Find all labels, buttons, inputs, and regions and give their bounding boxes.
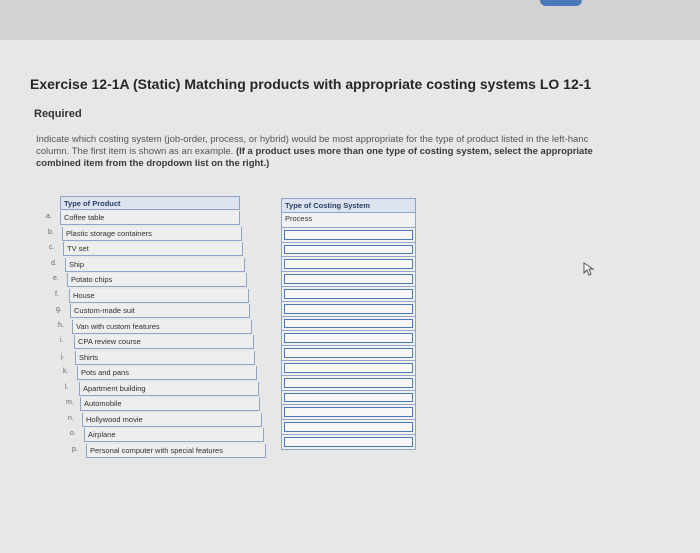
costing-value: Process — [285, 214, 313, 223]
product-name: Personal computer with special features — [86, 444, 266, 458]
costing-dropdown-box[interactable] — [284, 274, 413, 284]
product-name: CPA review course — [74, 335, 254, 349]
costing-dropdown-box[interactable] — [284, 259, 413, 269]
costing-dropdown[interactable] — [281, 376, 416, 391]
product-name: Coffee table — [60, 211, 240, 225]
costing-dropdown[interactable] — [281, 391, 416, 406]
row-letter: d. — [51, 259, 57, 267]
instruction-line-3: combined item from the dropdown list on the right.) — [36, 158, 270, 169]
product-name: Ship — [65, 258, 245, 272]
costing-dropdown[interactable] — [281, 435, 416, 450]
costing-dropdown-box[interactable] — [284, 319, 413, 329]
product-name: Airplane — [84, 428, 264, 442]
row-letter: m. — [66, 399, 74, 406]
costing-dropdown[interactable] — [281, 287, 416, 302]
costing-dropdown-box[interactable] — [284, 348, 413, 358]
costing-dropdown-box[interactable] — [284, 437, 413, 447]
costing-dropdown[interactable] — [281, 257, 416, 272]
row-letter: g. — [56, 306, 62, 313]
costing-dropdown[interactable] — [281, 228, 416, 243]
costing-dropdown[interactable] — [281, 331, 416, 346]
row-letter: n. — [68, 414, 74, 422]
row-letter: j. — [61, 352, 65, 360]
product-name: Shirts — [75, 351, 255, 365]
costing-dropdown[interactable] — [281, 243, 416, 258]
costing-dropdown[interactable] — [281, 420, 416, 435]
costing-dropdown-box[interactable] — [284, 422, 413, 432]
row-letter: e. — [53, 275, 59, 282]
costing-dropdown-box[interactable] — [284, 304, 413, 314]
row-letter: b. — [48, 228, 54, 236]
mouse-cursor-icon — [583, 262, 595, 276]
row-letter: f. — [55, 290, 59, 298]
costing-dropdown[interactable] — [281, 302, 416, 317]
product-header: Type of Product — [60, 196, 240, 210]
product-name: Apartment building — [79, 382, 259, 396]
instruction-line-2 — [36, 146, 700, 158]
costing-dropdown[interactable] — [281, 346, 416, 361]
costing-dropdown[interactable] — [281, 361, 416, 376]
costing-header: Type of Costing System — [281, 198, 416, 213]
product-name: Potato chips — [67, 273, 247, 287]
row-letter: a. — [46, 213, 52, 220]
costing-dropdown-box[interactable] — [284, 245, 413, 255]
instruction-line-1: Indicate which costing system (job-order, process, or hybrid) would be most appropriate for the type of product listed in the left-hanc — [36, 134, 589, 145]
product-name: Pots and pans — [77, 366, 257, 380]
costing-value-cell — [281, 213, 416, 228]
costing-dropdown-box[interactable] — [284, 378, 413, 388]
product-name: House — [69, 289, 249, 303]
product-name: Van with custom features — [72, 320, 252, 334]
costing-dropdown-box[interactable] — [284, 333, 413, 343]
costing-dropdown[interactable] — [281, 317, 416, 332]
product-name: Automobile — [80, 397, 260, 411]
costing-dropdown[interactable] — [281, 272, 416, 287]
instructions — [36, 134, 700, 170]
costing-dropdown-box[interactable] — [284, 407, 413, 417]
row-letter: c. — [49, 244, 55, 251]
costing-dropdown-box[interactable] — [284, 289, 413, 299]
row-letter: p. — [72, 445, 78, 453]
exercise-title: Exercise 12-1A (Static) Matching products with appropriate costing systems LO 12-1 — [30, 76, 592, 92]
costing-dropdown-box[interactable] — [284, 363, 413, 373]
costing-column — [281, 198, 416, 450]
product-name: Hollywood movie — [82, 413, 262, 427]
product-name: TV set — [63, 242, 243, 256]
row-letter: k. — [63, 368, 69, 375]
top-tab-button[interactable] — [540, 0, 582, 6]
product-name: Custom-made suit — [70, 304, 250, 318]
instruction-line-2-bold: (If a product uses more than one type of costing system, select the appropriate — [235, 146, 593, 157]
row-letter: i. — [60, 337, 64, 344]
costing-dropdown-box[interactable] — [284, 230, 413, 240]
top-bar — [0, 0, 700, 40]
costing-dropdown-box[interactable] — [284, 393, 413, 403]
required-label: Required — [34, 108, 82, 120]
product-name: Plastic storage containers — [62, 227, 242, 241]
instruction-line-2-plain: column. The first item is shown as an example. — [36, 146, 234, 157]
costing-dropdown[interactable] — [281, 405, 416, 420]
row-letter: h. — [58, 321, 64, 329]
row-letter: o. — [70, 430, 76, 437]
row-letter: l. — [65, 383, 69, 391]
